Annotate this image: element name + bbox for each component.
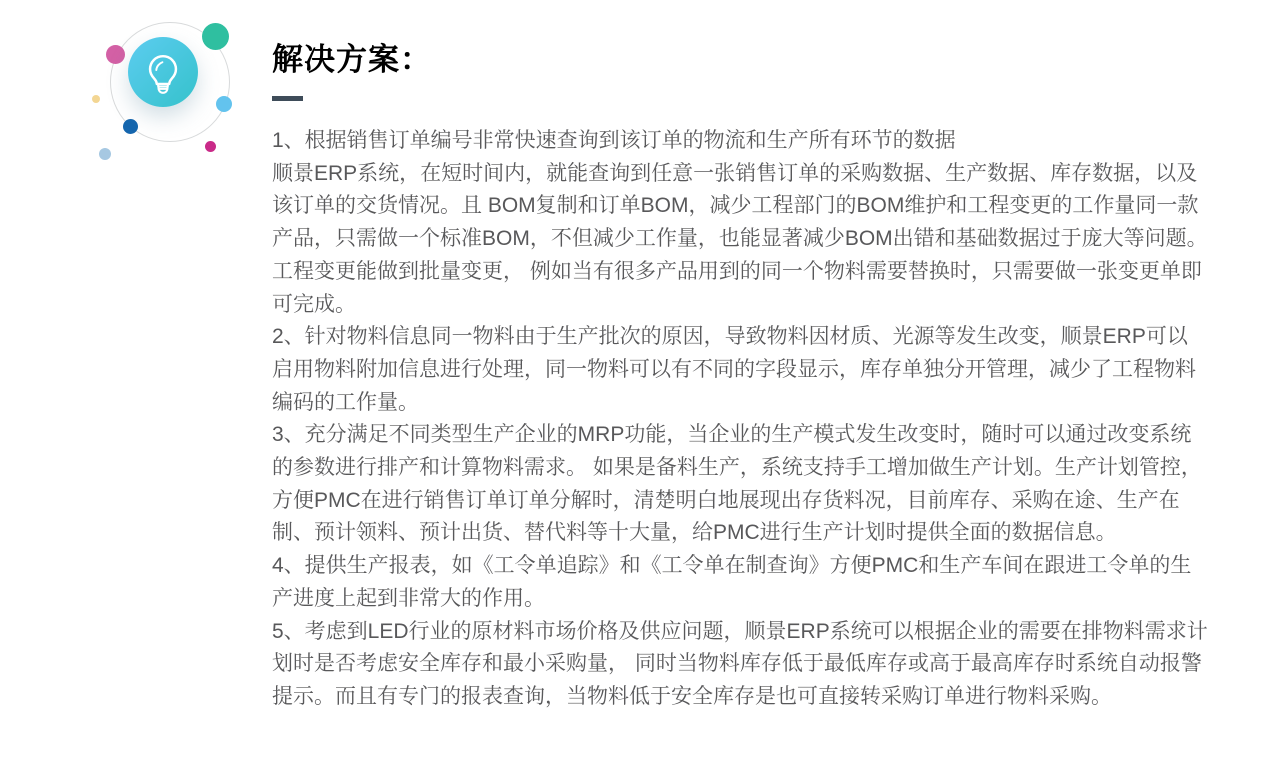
decor-dot-magenta [205,141,216,152]
solution-paragraph-5: 4、提供生产报表，如《工令单追踪》和《工令单在制查询》方便PMC和生产车间在跟进工令单的生产进度上起到非常大的作用。 [272,554,1192,610]
decor-dot-pale-blue [99,148,111,160]
decor-dot-dark-blue [123,119,138,134]
lightbulb-bubble [128,37,198,107]
idea-icon-cluster [0,0,260,190]
decor-dot-teal [202,23,229,50]
decor-dot-yellow [92,95,100,103]
title-divider [272,96,303,101]
solution-paragraph-1: 1、根据销售订单编号非常快速查询到该订单的物流和生产所有环节的数据 [272,129,956,152]
decor-dot-pink [106,45,125,64]
solution-paragraph-3: 2、针对物料信息同一物料由于生产批次的原因，导致物料因材质、光源等发生改变，顺景ERP可以启用物料附加信息进行处理，同一物料可以有不同的字段显示，库存单独分开管理，减少了工程物料编码的工作量。 [272,325,1196,414]
lightbulb-icon [140,49,186,95]
solution-paragraph-4: 3、充分满足不同类型生产企业的MRP功能，当企业的生产模式发生改变时，随时可以通过改变系统的参数进行排产和计算物料需求。 如果是备料生产，系统支持手工增加做生产计划。生产计划管控，方便PMC在进行销售订单订单分解时，清楚明白地展现出存货料况，目前库存、采购在途、生产在制、预计领料、预计出货、替代料等十大量，给PMC进行生产计划时提供全面的数据信息。 [272,423,1202,545]
decor-dot-light-blue [216,96,232,112]
solution-text [272,125,1208,714]
solution-section [272,42,1208,714]
solution-paragraph-2: 顺景ERP系统，在短时间内，就能查询到任意一张销售订单的采购数据、生产数据、库存数据，以及该订单的交货情况。且 BOM复制和订单BOM，减少工程部门的BOM维护和工程变更的工作量同一款产品，只需做一个标准BOM，不但减少工作量，也能显著减少BOM出错和基础数据过于庞大等问题。工程变更能做到批量变更， 例如当有很多产品用到的同一个物料需要替换时，只需要做一张变更单即可完成。 [272,161,1208,316]
page-title: 解决方案： [272,42,432,77]
solution-paragraph-6: 5、考虑到LED行业的原材料市场价格及供应问题，顺景ERP系统可以根据企业的需要在排物料需求计划时是否考虑安全库存和最小采购量， 同时当物料库存低于最低库存或高于最高库存时系统自动报警提示。而且有专门的报表查询，当物料低于安全库存是也可直接转采购订单进行物料采购。 [272,619,1208,708]
